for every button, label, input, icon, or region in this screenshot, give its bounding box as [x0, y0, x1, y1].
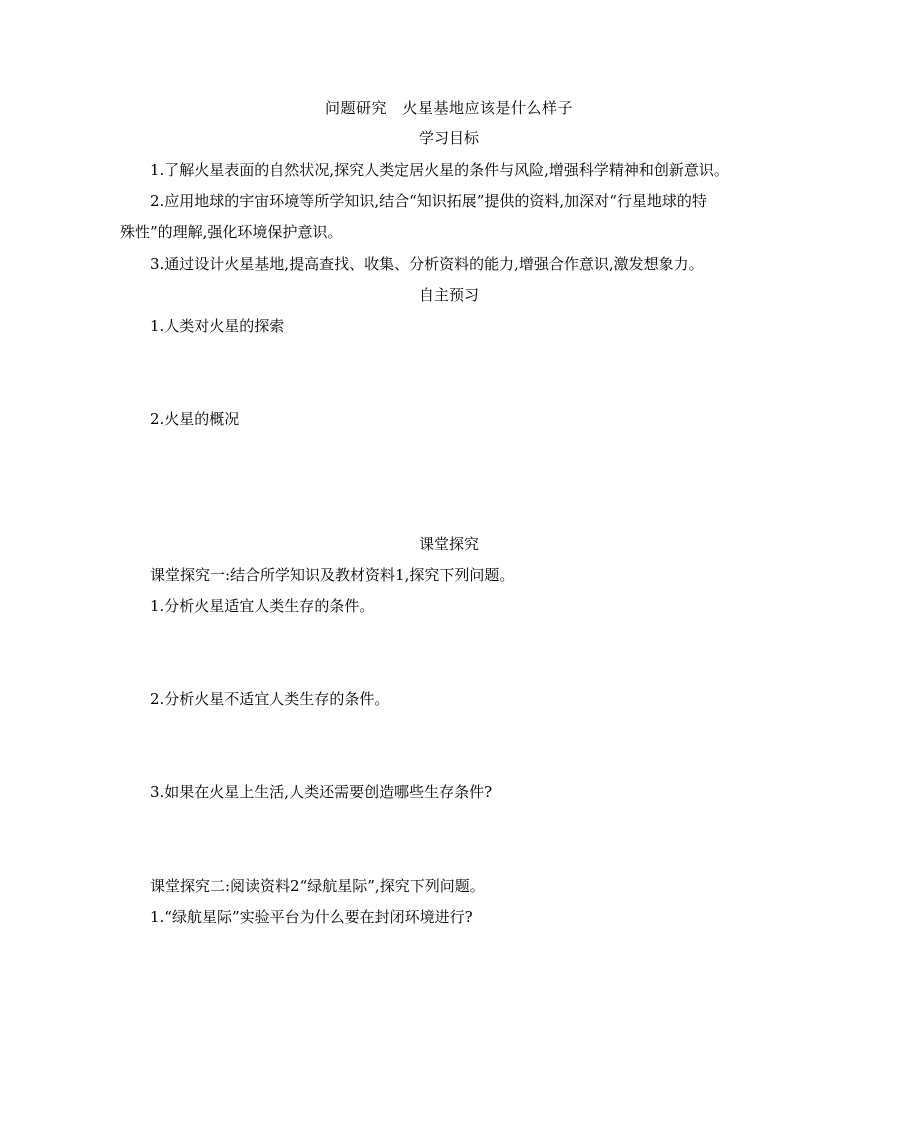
preview-item-1: 1.人类对火星的探索: [150, 317, 285, 335]
inquiry-part1-question-1: 1.分析火星适宜人类生存的条件。: [150, 597, 375, 615]
inquiry-part1-intro: 课堂探究一:结合所学知识及教材资料1,探究下列问题。: [150, 566, 515, 584]
inquiry-heading: 课堂探究: [418, 535, 479, 553]
document-title: 问题研究 火星基地应该是什么样子: [324, 99, 573, 117]
objective-item-3: 3.通过设计火星基地,提高查找、收集、分析资料的能力,增强合作意识,激发想象力。: [150, 255, 704, 273]
objective-item-1: 1.了解火星表面的自然状况,探究人类定居火星的条件与风险,增强科学精神和创新意识。: [150, 161, 729, 179]
inquiry-part2-intro: 课堂探究二:阅读资料2“绿航星际”,探究下列问题。: [150, 877, 485, 895]
preview-heading: 自主预习: [418, 286, 479, 304]
inquiry-part2-question-1: 1.“绿航星际”实验平台为什么要在封闭环境进行?: [150, 908, 473, 926]
inquiry-part1-question-3: 3.如果在火星上生活,人类还需要创造哪些生存条件?: [150, 783, 493, 801]
preview-item-2: 2.火星的概况: [150, 410, 240, 428]
objectives-heading: 学习目标: [418, 129, 479, 147]
objective-item-2: 2.应用地球的宇宙环境等所学知识,结合“知识拓展”提供的资料,加深对“行星地球的特: [150, 192, 707, 210]
inquiry-part1-question-2: 2.分析火星不适宜人类生存的条件。: [150, 690, 390, 708]
objective-item-2-continued: 殊性”的理解,强化环境保护意识。: [120, 223, 343, 241]
